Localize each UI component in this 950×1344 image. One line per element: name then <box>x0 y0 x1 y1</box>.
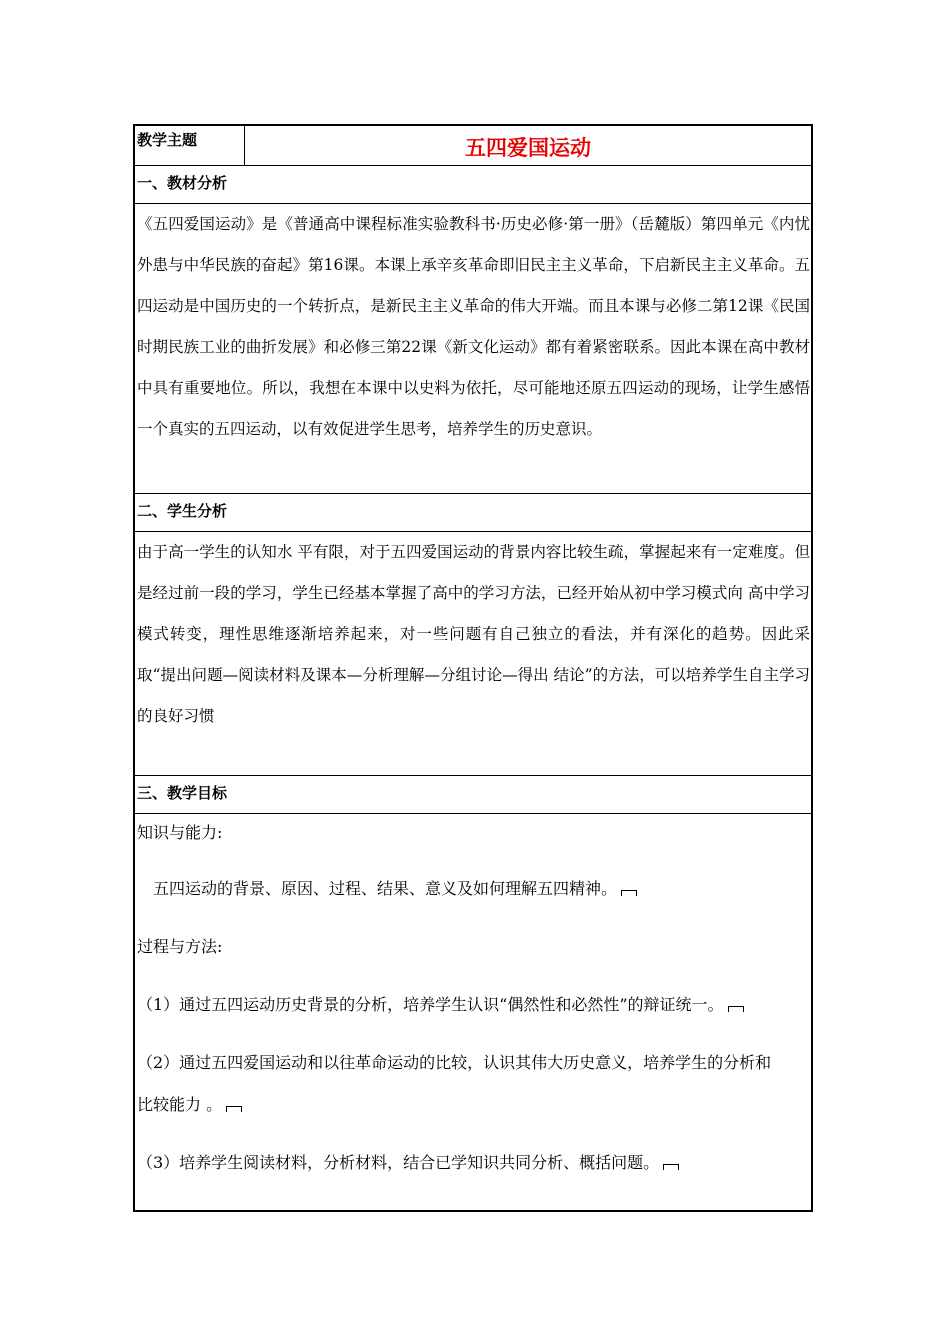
teaching-goals <box>135 814 811 1210</box>
section-heading-textbook: 一、教材分析 <box>135 166 811 204</box>
process-item-1-text: （1）通过五四运动历史背景的分析，培养学生认识“偶然性和必然性”的辩证统一。 <box>137 995 724 1014</box>
process-item-2-line-1: （2）通过五四爱国运动和以往革命运动的比较，认识其伟大历史意义，培养学生的分析和 <box>137 1053 772 1072</box>
process-item-2-line-2 <box>137 1092 809 1115</box>
process-item-3-text: （3）培养学生阅读材料，分析材料，结合已学知识共同分析、概括问题。 <box>137 1153 660 1172</box>
knowledge-item-text: 五四运动的背景、原因、过程、结果、意义及如何理解五四精神。 <box>153 879 618 898</box>
student-analysis-text: 由于高一学生的认知水 平有限，对于五四爱国运动的背景内容比较生疏，掌握起来有一定难度。但是经过前一段的学习，学生已经基本掌握了高中的学习方法，已经开始从初中学习模式向 高中学习模式转变，理性思维逐渐培养起来，对一些问题有自己独立的看法，并有深化的趋势。因此采取“提出问题—阅读材料及课本—分析理解—分组讨论—得出 结论”的方法，可以培养学生自主学习的良好习惯 <box>135 532 811 776</box>
lesson-title: 五四爱国运动 <box>465 136 591 160</box>
process-item-3 <box>137 1150 809 1173</box>
topic-label: 教学主题 <box>135 126 245 165</box>
lesson-plan-table <box>133 124 813 1212</box>
title-row <box>135 126 811 166</box>
process-item-2-text: 比较能力 。 <box>137 1095 223 1114</box>
bracket-mark-icon <box>621 890 637 896</box>
bracket-mark-icon <box>226 1106 242 1112</box>
knowledge-label: 知识与能力: <box>137 823 223 842</box>
process-label: 过程与方法: <box>137 937 223 956</box>
knowledge-item <box>153 876 809 899</box>
section-heading-students: 二、学生分析 <box>135 494 811 532</box>
bracket-mark-icon <box>663 1164 679 1170</box>
process-item-1 <box>137 992 809 1015</box>
bracket-mark-icon <box>728 1006 744 1012</box>
textbook-analysis-text: 《五四爱国运动》是《普通高中课程标准实验教科书·历史必修·第一册》（岳麓版）第四单元《内忧外患与中华民族的奋起》第16课。本课上承辛亥革命即旧民主主义革命，下启新民主主义革命。五四运动是中国历史的一个转折点，是新民主主义革命的伟大开端。而且本课与必修二第12课《民国时期民族工业的曲折发展》和必修三第22课《新文化运动》都有着紧密联系。因此本课在高中教材中具有重要地位。所以，我想在本课中以史料为依托，尽可能地还原五四运动的现场，让学生感悟一个真实的五四运动，以有效促进学生思考，培养学生的历史意识。 <box>135 204 811 494</box>
section-heading-goals: 三、教学目标 <box>135 776 811 814</box>
